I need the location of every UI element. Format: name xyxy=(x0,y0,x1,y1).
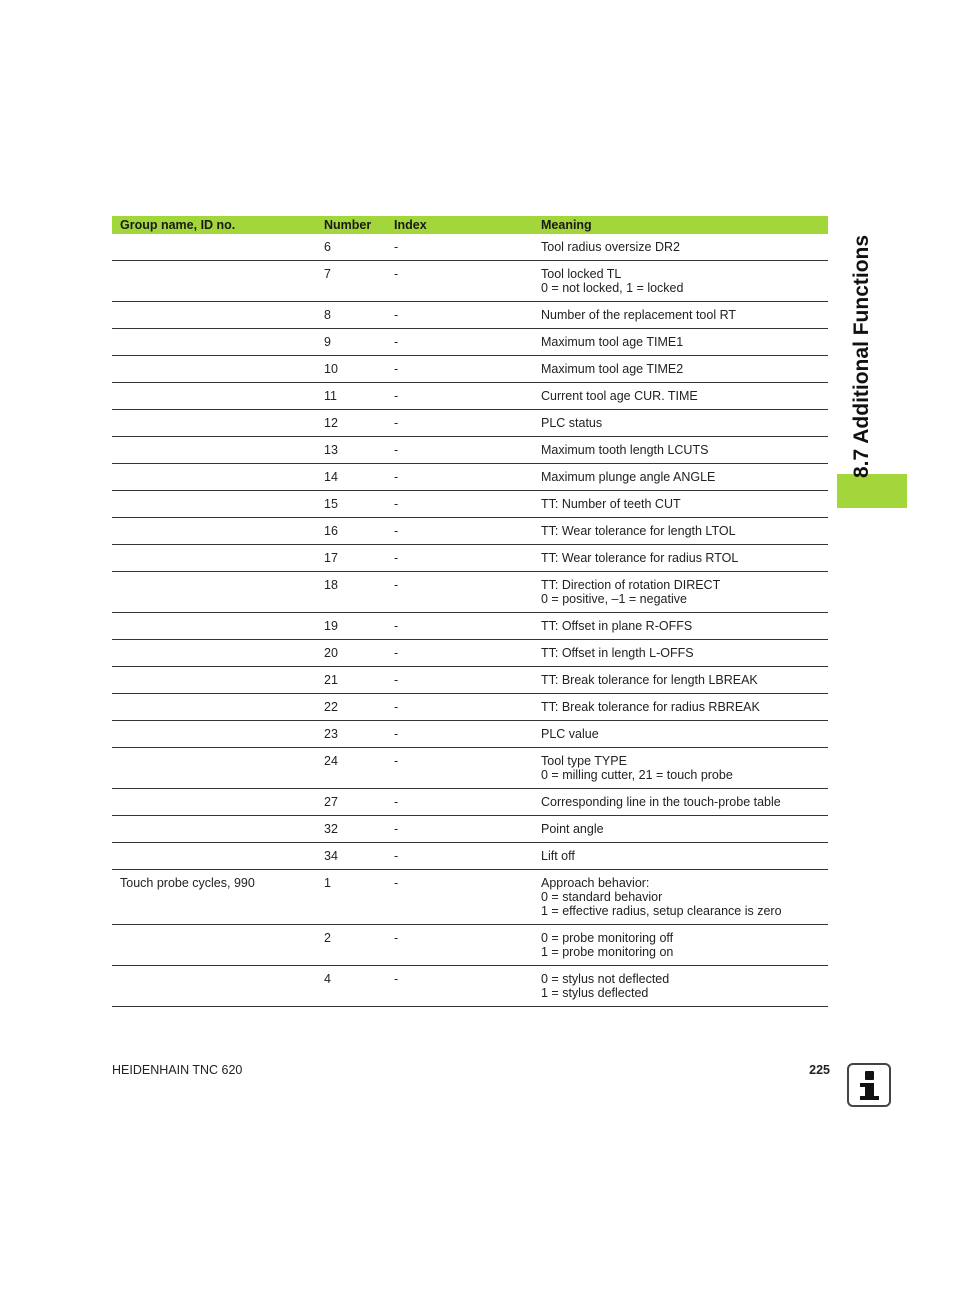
cell-index: - xyxy=(386,789,533,816)
meaning-line: Tool radius oversize DR2 xyxy=(541,240,680,254)
cell-number: 19 xyxy=(316,613,386,640)
cell-index: - xyxy=(386,966,533,1007)
table-row xyxy=(112,518,828,545)
cell-index: - xyxy=(386,667,533,694)
cell-number: 13 xyxy=(316,437,386,464)
table-row xyxy=(112,491,828,518)
cell-index: - xyxy=(386,545,533,572)
meaning-line: 0 = not locked, 1 = locked xyxy=(541,281,684,295)
cell-number: 27 xyxy=(316,789,386,816)
table-row xyxy=(112,667,828,694)
cell-meaning xyxy=(533,613,828,640)
cell-group xyxy=(112,302,316,329)
cell-index: - xyxy=(386,721,533,748)
cell-meaning xyxy=(533,491,828,518)
meaning-line: 1 = stylus deflected xyxy=(541,986,649,1000)
cell-group xyxy=(112,925,316,966)
cell-meaning xyxy=(533,261,828,302)
cell-number: 20 xyxy=(316,640,386,667)
section-title: 8.7 Additional Functions xyxy=(850,234,873,478)
cell-index: - xyxy=(386,410,533,437)
table-row xyxy=(112,383,828,410)
cell-index: - xyxy=(386,356,533,383)
table-header-row xyxy=(112,216,828,234)
cell-meaning xyxy=(533,410,828,437)
cell-index: - xyxy=(386,925,533,966)
cell-group xyxy=(112,356,316,383)
cell-index: - xyxy=(386,329,533,356)
cell-group: Touch probe cycles, 990 xyxy=(112,870,316,925)
header-number: Number xyxy=(316,216,386,234)
table-row xyxy=(112,966,828,1007)
cell-number: 16 xyxy=(316,518,386,545)
cell-number: 15 xyxy=(316,491,386,518)
cell-group xyxy=(112,640,316,667)
table-row xyxy=(112,789,828,816)
cell-index: - xyxy=(386,261,533,302)
cell-meaning xyxy=(533,925,828,966)
meaning-line: Maximum tool age TIME2 xyxy=(541,362,684,376)
cell-index: - xyxy=(386,302,533,329)
cell-index: - xyxy=(386,572,533,613)
cell-group xyxy=(112,667,316,694)
table-row xyxy=(112,925,828,966)
meaning-line: Maximum tooth length LCUTS xyxy=(541,443,709,457)
cell-number: 11 xyxy=(316,383,386,410)
cell-number: 9 xyxy=(316,329,386,356)
table-row xyxy=(112,640,828,667)
info-icon xyxy=(847,1063,891,1107)
page-number: 225 xyxy=(809,1063,830,1077)
cell-meaning xyxy=(533,437,828,464)
cell-number: 7 xyxy=(316,261,386,302)
cell-number: 24 xyxy=(316,748,386,789)
meaning-line: Approach behavior: xyxy=(541,876,650,890)
meaning-line: Tool type TYPE xyxy=(541,754,627,768)
cell-group xyxy=(112,437,316,464)
meaning-line: Current tool age CUR. TIME xyxy=(541,389,698,403)
cell-meaning xyxy=(533,383,828,410)
meaning-line: TT: Direction of rotation DIRECT xyxy=(541,578,721,592)
meaning-line: 1 = effective radius, setup clearance is zero xyxy=(541,904,782,918)
meaning-line: TT: Offset in plane R-OFFS xyxy=(541,619,693,633)
cell-meaning xyxy=(533,356,828,383)
cell-index: - xyxy=(386,383,533,410)
cell-index: - xyxy=(386,518,533,545)
meaning-line: Corresponding line in the touch-probe table xyxy=(541,795,781,809)
cell-group xyxy=(112,789,316,816)
meaning-line: 0 = positive, –1 = negative xyxy=(541,592,687,606)
meaning-line: Lift off xyxy=(541,849,575,863)
cell-group xyxy=(112,383,316,410)
cell-meaning xyxy=(533,748,828,789)
table-row xyxy=(112,464,828,491)
table-row xyxy=(112,410,828,437)
header-index: Index xyxy=(386,216,533,234)
table-row xyxy=(112,748,828,789)
meaning-line: TT: Number of teeth CUT xyxy=(541,497,681,511)
cell-meaning xyxy=(533,329,828,356)
cell-number: 17 xyxy=(316,545,386,572)
cell-group xyxy=(112,234,316,261)
table-row xyxy=(112,816,828,843)
cell-group xyxy=(112,491,316,518)
cell-group xyxy=(112,843,316,870)
cell-group xyxy=(112,816,316,843)
cell-index: - xyxy=(386,816,533,843)
cell-group xyxy=(112,545,316,572)
cell-number: 14 xyxy=(316,464,386,491)
cell-number: 1 xyxy=(316,870,386,925)
meaning-line: TT: Wear tolerance for length LTOL xyxy=(541,524,736,538)
cell-group xyxy=(112,261,316,302)
cell-index: - xyxy=(386,464,533,491)
table-row xyxy=(112,302,828,329)
meaning-line: TT: Break tolerance for radius RBREAK xyxy=(541,700,760,714)
cell-number: 22 xyxy=(316,694,386,721)
parameter-table xyxy=(112,216,828,1007)
cell-meaning xyxy=(533,640,828,667)
meaning-line: TT: Break tolerance for length LBREAK xyxy=(541,673,758,687)
footer-product: HEIDENHAIN TNC 620 xyxy=(112,1063,243,1077)
cell-meaning xyxy=(533,234,828,261)
cell-meaning xyxy=(533,518,828,545)
table-row xyxy=(112,694,828,721)
cell-index: - xyxy=(386,234,533,261)
table-row xyxy=(112,329,828,356)
cell-meaning xyxy=(533,667,828,694)
table-row xyxy=(112,437,828,464)
cell-meaning xyxy=(533,721,828,748)
cell-group xyxy=(112,966,316,1007)
table-row xyxy=(112,356,828,383)
header-group: Group name, ID no. xyxy=(112,216,316,234)
cell-group xyxy=(112,410,316,437)
cell-number: 2 xyxy=(316,925,386,966)
cell-group xyxy=(112,464,316,491)
header-meaning: Meaning xyxy=(533,216,828,234)
cell-group xyxy=(112,572,316,613)
meaning-line: 0 = standard behavior xyxy=(541,890,663,904)
cell-index: - xyxy=(386,437,533,464)
cell-meaning xyxy=(533,966,828,1007)
cell-number: 32 xyxy=(316,816,386,843)
section-title-vertical xyxy=(850,234,880,738)
cell-index: - xyxy=(386,613,533,640)
cell-index: - xyxy=(386,491,533,518)
cell-group xyxy=(112,748,316,789)
table-row xyxy=(112,234,828,261)
cell-meaning xyxy=(533,545,828,572)
meaning-line: TT: Wear tolerance for radius RTOL xyxy=(541,551,739,565)
table-row xyxy=(112,261,828,302)
cell-number: 8 xyxy=(316,302,386,329)
meaning-line: 0 = probe monitoring off xyxy=(541,931,674,945)
cell-meaning xyxy=(533,816,828,843)
cell-number: 6 xyxy=(316,234,386,261)
meaning-line: Point angle xyxy=(541,822,604,836)
cell-index: - xyxy=(386,748,533,789)
meaning-line: PLC status xyxy=(541,416,603,430)
meaning-line: 1 = probe monitoring on xyxy=(541,945,674,959)
cell-group xyxy=(112,613,316,640)
cell-group xyxy=(112,694,316,721)
cell-number: 12 xyxy=(316,410,386,437)
meaning-line: Maximum plunge angle ANGLE xyxy=(541,470,716,484)
cell-index: - xyxy=(386,694,533,721)
cell-number: 10 xyxy=(316,356,386,383)
cell-meaning xyxy=(533,572,828,613)
cell-number: 4 xyxy=(316,966,386,1007)
meaning-line: Number of the replacement tool RT xyxy=(541,308,737,322)
cell-index: - xyxy=(386,870,533,925)
cell-number: 34 xyxy=(316,843,386,870)
table-body xyxy=(112,234,828,1007)
parameter-table-container xyxy=(112,216,828,1007)
meaning-line: Tool locked TL xyxy=(541,267,622,281)
table-row xyxy=(112,572,828,613)
cell-meaning xyxy=(533,694,828,721)
meaning-line: TT: Offset in length L-OFFS xyxy=(541,646,694,660)
meaning-line: PLC value xyxy=(541,727,599,741)
table-row xyxy=(112,545,828,572)
cell-number: 18 xyxy=(316,572,386,613)
cell-meaning xyxy=(533,843,828,870)
table-row xyxy=(112,843,828,870)
cell-meaning xyxy=(533,870,828,925)
cell-index: - xyxy=(386,640,533,667)
cell-number: 21 xyxy=(316,667,386,694)
cell-meaning xyxy=(533,302,828,329)
cell-group xyxy=(112,518,316,545)
cell-group xyxy=(112,329,316,356)
cell-index: - xyxy=(386,843,533,870)
table-row xyxy=(112,613,828,640)
cell-number: 23 xyxy=(316,721,386,748)
meaning-line: Maximum tool age TIME1 xyxy=(541,335,684,349)
meaning-line: 0 = stylus not deflected xyxy=(541,972,670,986)
table-row xyxy=(112,721,828,748)
cell-meaning xyxy=(533,789,828,816)
meaning-line: 0 = milling cutter, 21 = touch probe xyxy=(541,768,733,782)
cell-group xyxy=(112,721,316,748)
table-row xyxy=(112,870,828,925)
cell-meaning xyxy=(533,464,828,491)
